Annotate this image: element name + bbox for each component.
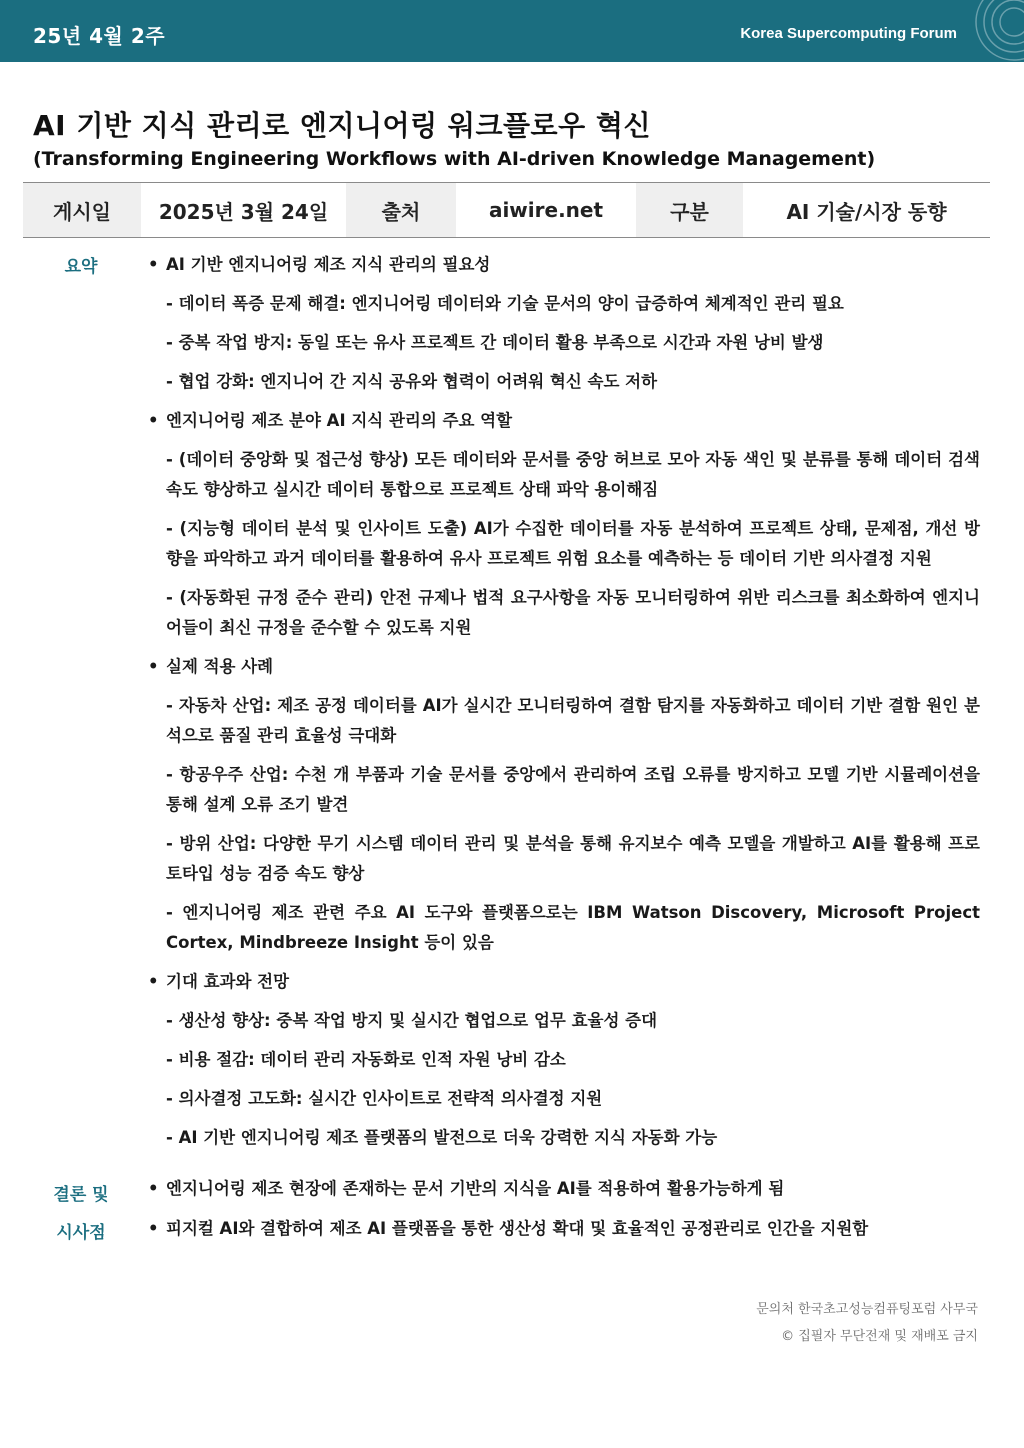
summary-sub-item: - 협업 강화: 엔지니어 간 지식 공유와 협력이 어려워 혁신 속도 저하: [166, 372, 658, 391]
summary-sub-item: - 자동차 산업: 제조 공정 데이터를 AI가 실시간 모니터링하여 결함 탐지를 자동화하고 데이터 기반 결함 원인 분석으로 품질 관리 효율성 극대화: [166, 696, 980, 745]
meta-table: [23, 182, 990, 238]
article-title: AI 기반 지식 관리로 엔지니어링 워크플로우 혁신: [33, 109, 651, 142]
article-subtitle: (Transforming Engineering Workflows with AI-driven Knowledge Management): [33, 148, 876, 170]
summary-sub-item: - (자동화된 규정 준수 관리) 안전 규제나 법적 요구사항을 자동 모니터링하여 위반 리스크를 최소화하여 엔지니어들이 최신 규정을 준수할 수 있도록 지원: [166, 588, 980, 637]
summary-sub-item: - (지능형 데이터 분석 및 인사이트 도출) AI가 수집한 데이터를 자동 분석하여 프로젝트 상태, 문제점, 개선 방향을 파악하고 과거 데이터를 활용하여 유사 프로젝트 위험 요소를 예측하는 등 데이터 기반 의사결정 지원: [166, 519, 980, 568]
summary-label: 요약: [64, 257, 98, 277]
footer: [756, 1296, 978, 1350]
summary-sub-item: - 방위 산업: 다양한 무기 시스템 데이터 관리 및 분석을 통해 유지보수 예측 모델을 개발하고 AI를 활용해 프로토타입 성능 검증 속도 향상: [166, 834, 980, 883]
conclusion-label: [31, 1176, 131, 1252]
conclusion-label-line1: 결론 및: [53, 1185, 109, 1205]
summary-sub-item: - (데이터 중앙화 및 접근성 향상) 모든 데이터와 문서를 중앙 허브로 모아 자동 색인 및 분류를 통해 데이터 검색 속도 향상하고 실시간 데이터 통합으로 프로젝트 상태 파악 용이해짐: [166, 450, 980, 499]
summary-sub-item: - 엔지니어링 제조 관련 주요 AI 도구와 플랫폼으로는 IBM Watson Discovery, Microsoft Project Cortex, Mindbreeze Insight 등이 있음: [166, 903, 980, 952]
issue-week: 25년 4월 2주: [33, 24, 166, 48]
category-label: 구분: [636, 183, 743, 237]
forum-name: Korea Supercomputing Forum: [740, 25, 957, 42]
conclusion-item: • 피지컬 AI와 결합하여 제조 AI 플랫폼을 통한 생산성 확대 및 효율적인 공정관리로 인간을 지원함: [148, 1214, 980, 1244]
summary-bullet: • 실제 적용 사례: [148, 652, 980, 682]
summary-sub-item: - 의사결정 고도화: 실시간 인사이트로 전략적 의사결정 지원: [166, 1089, 603, 1108]
swirl-logo-icon: [944, 0, 1024, 62]
summary-bullet: • 엔지니어링 제조 분야 AI 지식 관리의 주요 역할: [148, 406, 980, 436]
summary-sub-item: - 항공우주 산업: 수천 개 부품과 기술 문서를 중앙에서 관리하여 조립 오류를 방지하고 모델 기반 시뮬레이션을 통해 설계 오류 조기 발견: [166, 765, 980, 814]
footer-contact: 문의처 한국초고성능컴퓨팅포럼 사무국: [756, 1302, 978, 1317]
summary-sub-item: - AI 기반 엔지니어링 제조 플랫폼의 발전으로 더욱 강력한 지식 자동화 가능: [166, 1128, 718, 1147]
conclusion-content: [148, 1174, 980, 1254]
source-label: 출처: [346, 183, 456, 237]
footer-copyright: © 집필자 무단전재 및 재배포 금지: [781, 1329, 978, 1344]
summary-sub-item: - 데이터 폭증 문제 해결: 엔지니어링 데이터와 기술 문서의 양이 급증하여 체계적인 관리 필요: [166, 294, 844, 313]
summary-sub-item: - 생산성 향상: 중복 작업 방지 및 실시간 협업으로 업무 효율성 증대: [166, 1011, 658, 1030]
header-bar: [0, 0, 1024, 62]
summary-content: [148, 250, 980, 1162]
date-value: 2025년 3월 24일: [158, 199, 329, 224]
summary-bullet: • 기대 효과와 전망: [148, 967, 980, 997]
conclusion-item: • 엔지니어링 제조 현장에 존재하는 문서 기반의 지식을 AI를 적용하여 활용가능하게 됨: [148, 1174, 980, 1204]
summary-sub-item: - 중복 작업 방지: 동일 또는 유사 프로젝트 간 데이터 활용 부족으로 시간과 자원 낭비 발생: [166, 333, 824, 352]
source-value: aiwire.net: [488, 198, 604, 222]
category-value: AI 기술/시장 동향: [786, 199, 947, 224]
summary-sub-item: - 비용 절감: 데이터 관리 자동화로 인적 자원 낭비 감소: [166, 1050, 566, 1069]
conclusion-label-line2: 시사점: [56, 1223, 106, 1243]
date-label: 게시일: [23, 183, 141, 237]
summary-bullet: • AI 기반 엔지니어링 제조 지식 관리의 필요성: [148, 250, 980, 280]
